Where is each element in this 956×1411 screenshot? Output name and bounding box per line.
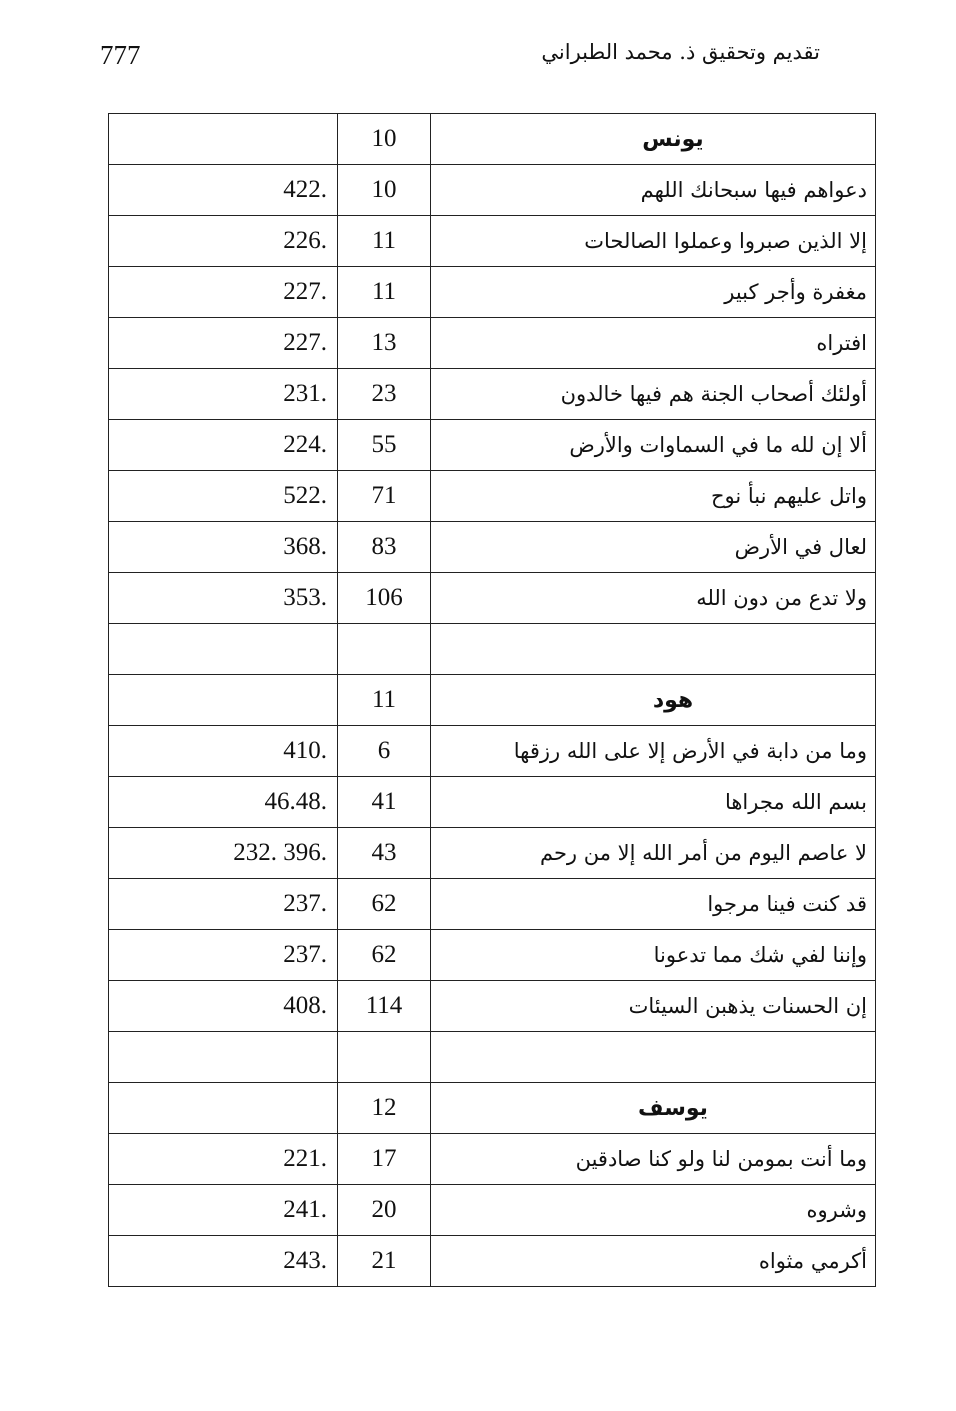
verse-text-cell: إن الحسنات يذهبن السيئات [431, 981, 876, 1032]
table-row [109, 777, 876, 828]
table-row [109, 165, 876, 216]
page-ref-cell: 231. [109, 369, 338, 420]
table-row [109, 318, 876, 369]
page-ref-cell [109, 1083, 338, 1134]
surah-header-row [109, 1083, 876, 1134]
verse-number-cell: 17 [338, 1134, 431, 1185]
page-ref-cell: 422. [109, 165, 338, 216]
verse-number-cell: 21 [338, 1236, 431, 1287]
table-row [109, 1134, 876, 1185]
table-row [109, 573, 876, 624]
page-ref-cell: 410. [109, 726, 338, 777]
verse-number-cell: 43 [338, 828, 431, 879]
verse-number-cell: 114 [338, 981, 431, 1032]
verse-number-cell: 41 [338, 777, 431, 828]
surah-header-row [109, 675, 876, 726]
page-ref-cell [109, 1032, 338, 1083]
verse-number-cell: 11 [338, 267, 431, 318]
verse-text-cell: وما من دابة في الأرض إلا على الله رزقها [431, 726, 876, 777]
page-ref-cell [109, 675, 338, 726]
surah-number-cell: 11 [338, 675, 431, 726]
verse-number-cell: 83 [338, 522, 431, 573]
verse-number-cell: 62 [338, 930, 431, 981]
table-row [109, 1185, 876, 1236]
verse-text-cell [431, 624, 876, 675]
verse-number-cell: 23 [338, 369, 431, 420]
verse-text-cell: وإننا لفي شك مما تدعونا [431, 930, 876, 981]
table-row [109, 471, 876, 522]
verse-number-cell: 55 [338, 420, 431, 471]
table-row [109, 981, 876, 1032]
table-row [109, 216, 876, 267]
page-ref-cell: 237. [109, 930, 338, 981]
table-row [109, 267, 876, 318]
table-row [109, 726, 876, 777]
verse-text-cell: وما أنت بمومن لنا ولو كنا صادقين [431, 1134, 876, 1185]
verse-number-cell: 62 [338, 879, 431, 930]
table-row [109, 1236, 876, 1287]
verse-text-cell: وشروه [431, 1185, 876, 1236]
blank-row [109, 624, 876, 675]
verse-text-cell [431, 1032, 876, 1083]
page-ref-cell: 241. [109, 1185, 338, 1236]
page-header [100, 40, 820, 80]
verse-text-cell: لعال في الأرض [431, 522, 876, 573]
verse-text-cell: لا عاصم اليوم من أمر الله إلا من رحم [431, 828, 876, 879]
running-head: تقديم وتحقيق ذ. محمد الطبراني [541, 40, 820, 64]
verse-number-cell: 71 [338, 471, 431, 522]
verse-text-cell: أولئك أصحاب الجنة هم فيها خالدون [431, 369, 876, 420]
surah-title: يونس [431, 114, 876, 165]
page-ref-cell [109, 624, 338, 675]
surah-number-cell: 12 [338, 1083, 431, 1134]
page-ref-cell: 408. [109, 981, 338, 1032]
page-ref-cell [109, 114, 338, 165]
page-ref-cell: 221. [109, 1134, 338, 1185]
verse-number-cell: 6 [338, 726, 431, 777]
verse-text-cell: بسم الله مجراها [431, 777, 876, 828]
page-ref-cell: 227. [109, 318, 338, 369]
surah-title: هود [431, 675, 876, 726]
verse-number-cell: 20 [338, 1185, 431, 1236]
verse-text-cell: افتراه [431, 318, 876, 369]
verse-text-cell: واتل عليهم نبأ نوح [431, 471, 876, 522]
page-ref-cell: 353. [109, 573, 338, 624]
page-ref-cell: 227. [109, 267, 338, 318]
page-ref-cell: 243. [109, 1236, 338, 1287]
verse-number-cell: 106 [338, 573, 431, 624]
verse-text-cell: دعواهم فيها سبحانك اللهم [431, 165, 876, 216]
verse-number-cell [338, 1032, 431, 1083]
verse-text-cell: ولا تدع من دون الله [431, 573, 876, 624]
blank-row [109, 1032, 876, 1083]
verse-number-cell: 11 [338, 216, 431, 267]
verse-text-cell: مغفرة وأجر كبير [431, 267, 876, 318]
page-ref-cell: 224. [109, 420, 338, 471]
table-row [109, 828, 876, 879]
verse-text-cell: أكرمي مثواه [431, 1236, 876, 1287]
surah-number-cell: 10 [338, 114, 431, 165]
verse-number-cell: 13 [338, 318, 431, 369]
table-row [109, 522, 876, 573]
verse-text-cell: إلا الذين صبروا وعملوا الصالحات [431, 216, 876, 267]
page-number: 777 [100, 40, 141, 70]
table-row [109, 420, 876, 471]
surah-title: يوسف [431, 1083, 876, 1134]
verse-text-cell: ألا إن لله ما في السماوات والأرض [431, 420, 876, 471]
page-ref-cell: 226. [109, 216, 338, 267]
table-row [109, 369, 876, 420]
verse-text-cell: قد كنت فينا مرجوا [431, 879, 876, 930]
table-row [109, 879, 876, 930]
verse-index-table [108, 113, 876, 1287]
page-ref-cell: 522. [109, 471, 338, 522]
surah-header-row [109, 114, 876, 165]
page-ref-cell: 232. 396. [109, 828, 338, 879]
page-ref-cell: 46.48. [109, 777, 338, 828]
page-ref-cell: 368. [109, 522, 338, 573]
page-ref-cell: 237. [109, 879, 338, 930]
verse-number-cell [338, 624, 431, 675]
verse-number-cell: 10 [338, 165, 431, 216]
table-row [109, 930, 876, 981]
